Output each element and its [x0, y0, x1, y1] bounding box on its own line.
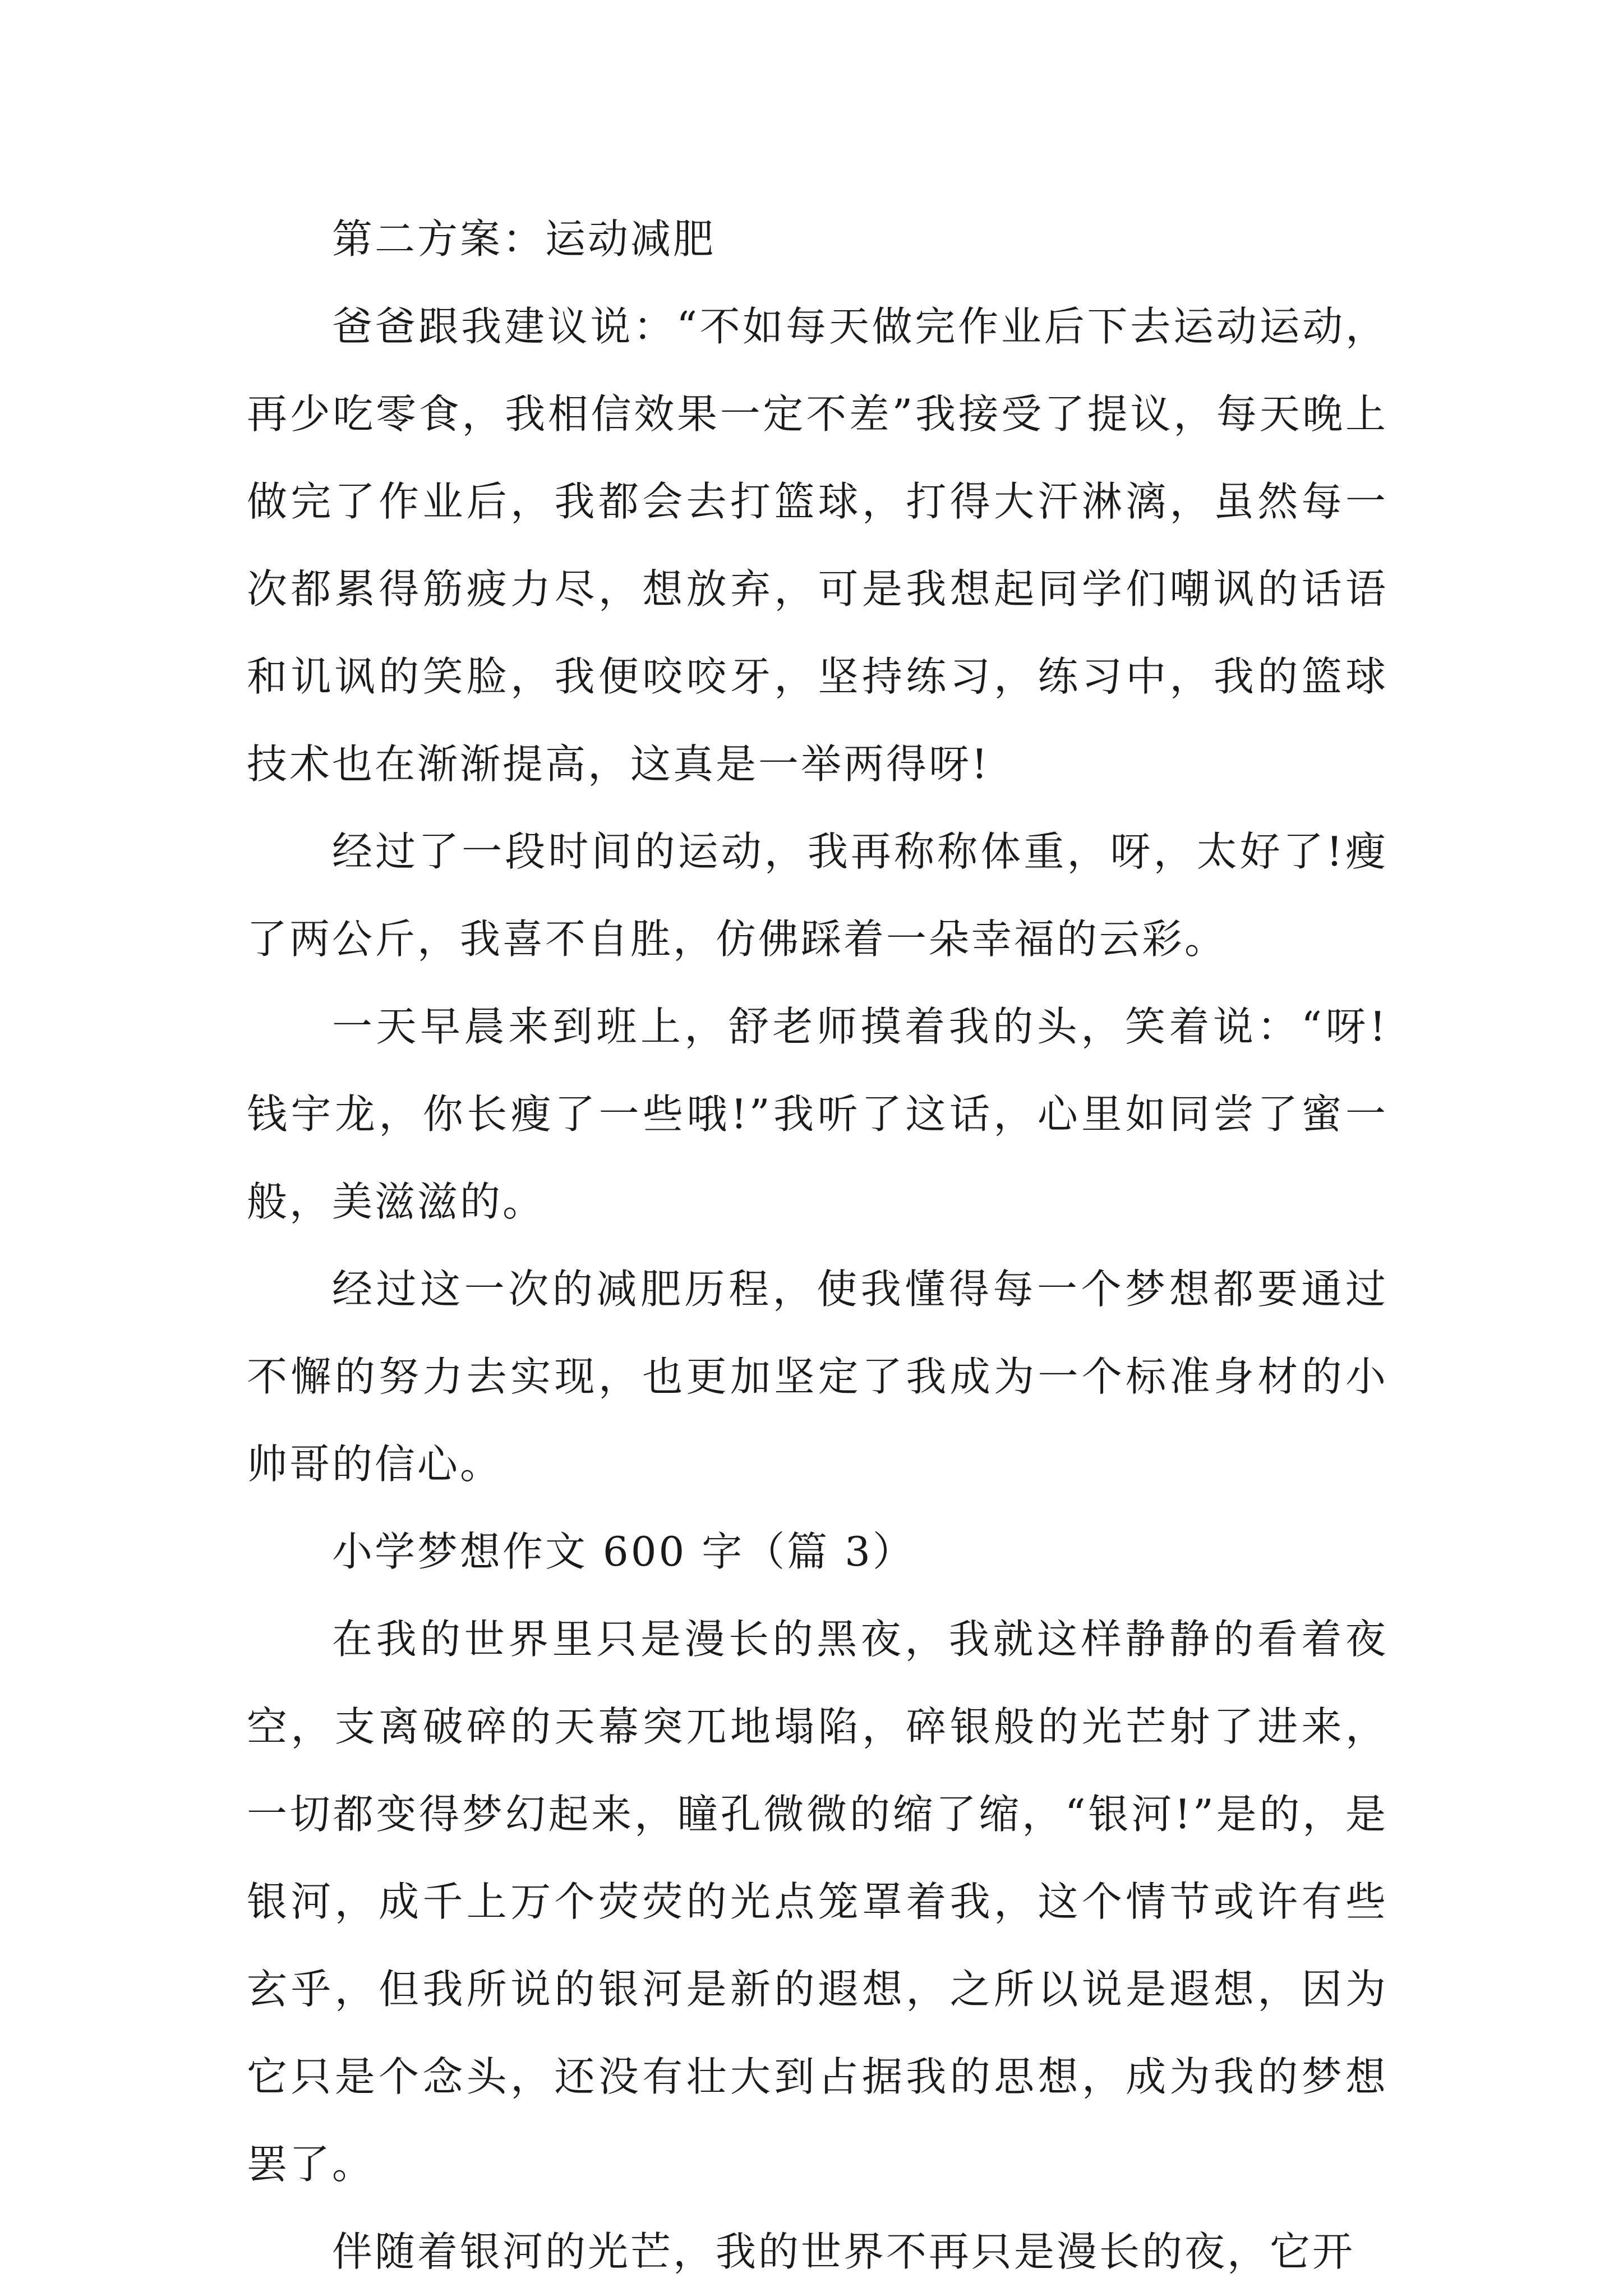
paragraph: 在我的世界里只是漫长的黑夜，我就这样静静的看着夜空，支离破碎的天幕突兀地塌陷，碎银般的光芒射了进来，一切都变得梦幻起来，瞳孔微微的缩了缩，“银河!”是的，是银河，成千上万个荧荧的光点笼罩着我，这个情节或许有些玄乎，但我所说的银河是新的遐想，之所以说是遐想，因为它只是个念头，还没有壮大到占据我的思想，成为我的梦想罢了。 [247, 1616, 1388, 2188]
paragraph: 爸爸跟我建议说：“不如每天做完作业后下去运动运动，再少吃零食，我相信效果一定不差”我接受了提议，每天晚上做完了作业后，我都会去打篮球，打得大汗淋漓，虽然每一次都累得筋疲力尽，想放弃，可是我想起同学们嘲讽的话语和讥讽的笑脸，我便咬咬牙，坚持练习，练习中，我的篮球技术也在渐渐提高，这真是一举两得呀! [247, 303, 1388, 788]
document-body [247, 195, 1388, 2295]
section-heading: 第二方案：运动减肥 [332, 215, 716, 263]
paragraph: 伴随着银河的光芒，我的世界不再只是漫长的夜，它开 [332, 2228, 1355, 2275]
section-heading: 小学梦想作文 600 字（篇 3） [332, 1528, 915, 1575]
paragraph: 经过了一段时间的运动，我再称称体重，呀，太好了!瘦了两公斤，我喜不自胜，仿佛踩着一朵幸福的云彩。 [247, 828, 1388, 963]
paragraph: 一天早晨来到班上，舒老师摸着我的头，笑着说：“呀!钱宇龙，你长瘦了一些哦!”我听了这话，心里如同尝了蜜一般，美滋滋的。 [247, 1003, 1388, 1225]
paragraph: 经过这一次的减肥历程，使我懂得每一个梦想都要通过不懈的努力去实现，也更加坚定了我成为一个标准身材的小帅哥的信心。 [247, 1266, 1388, 1488]
